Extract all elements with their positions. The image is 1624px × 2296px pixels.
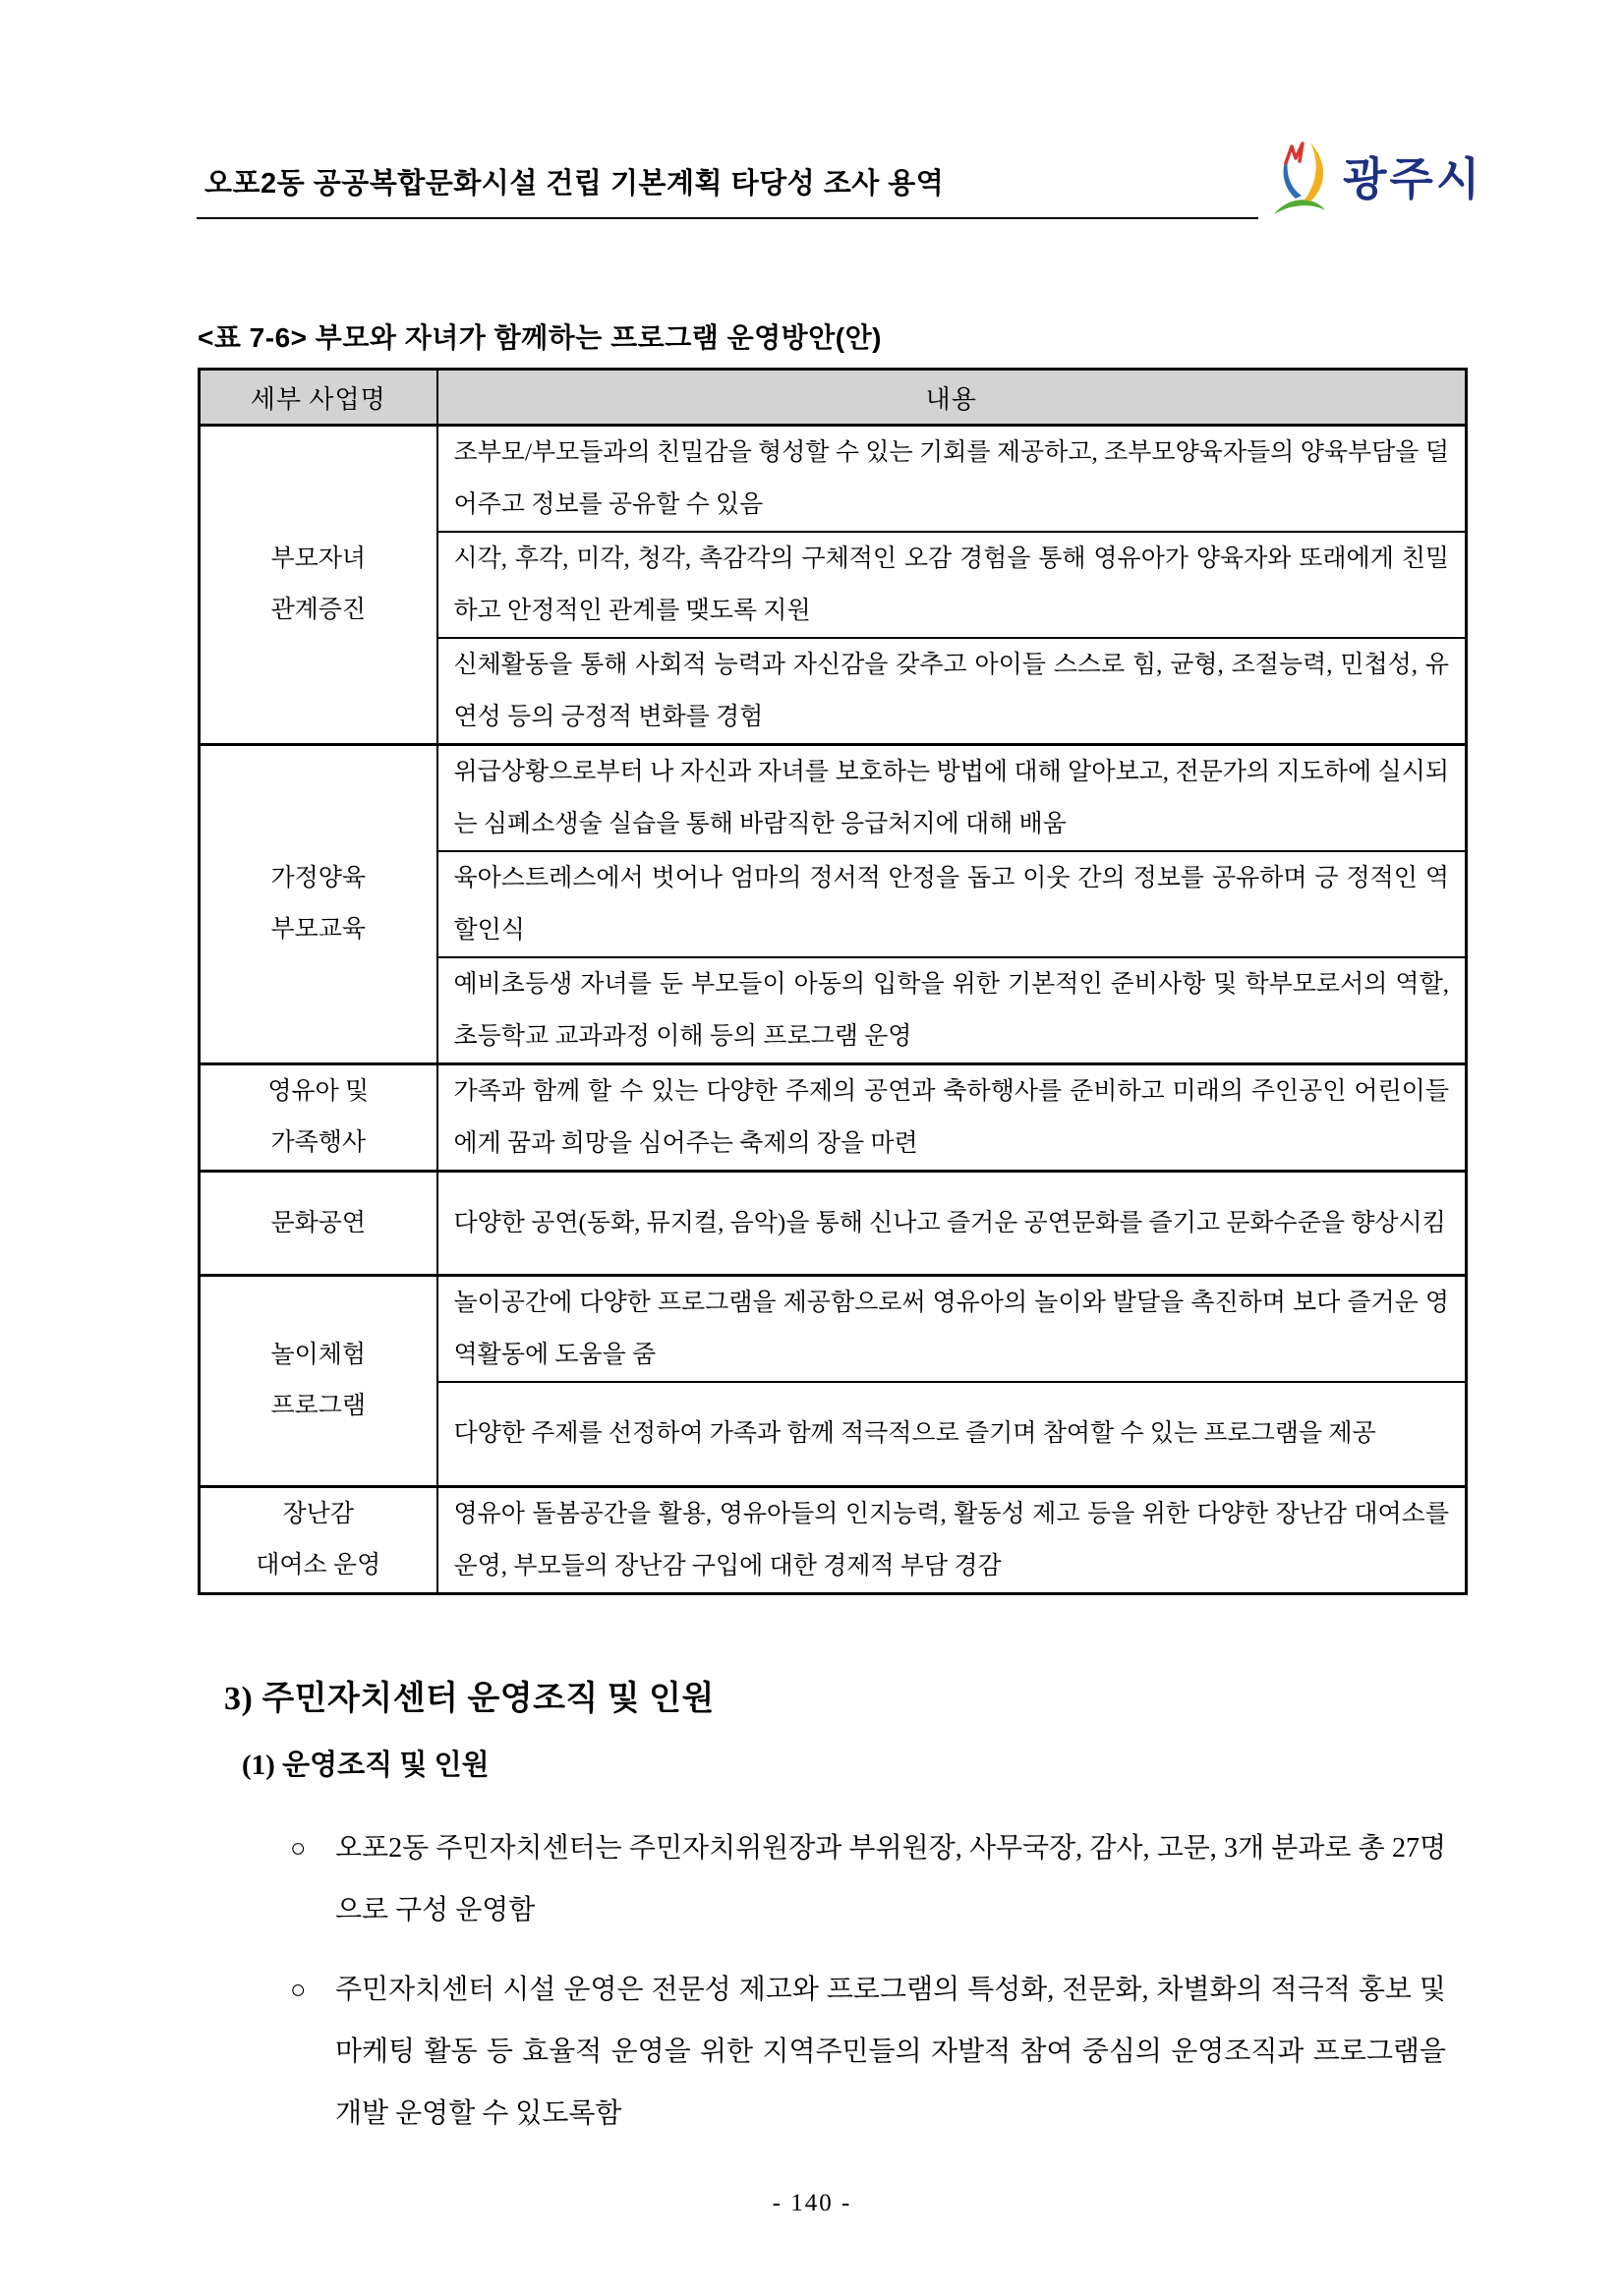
bullet-marker-icon: ○ [290,1974,307,2004]
table-row [200,1276,1467,1383]
group-label: 부모자녀 관계증진 [200,426,437,745]
program-operation-table [198,368,1468,1595]
bullet-text: 오포2동 주민자치센터는 주민자치위원장과 부위원장, 사무국장, 감사, 고문, 3개 분과로 총 27명으로 구성 운영함 [335,1832,1446,1925]
table-row [200,1064,1467,1172]
content-cell: 위급상황으로부터 나 자신과 자녀를 보호하는 방법에 대해 알아보고, 전문가의 지도하에 실시되는 심폐소생술 실습을 통해 바람직한 응급처지에 대해 배움 [437,745,1467,852]
group-label: 가정양육 부모교육 [200,745,437,1064]
bullet-item [290,1817,1446,1941]
table-row [200,1172,1467,1276]
content-cell: 가족과 함께 할 수 있는 다양한 주제의 공연과 축하행사를 준비하고 미래의 주인공인 어린이들에게 꿈과 희망을 심어주는 축제의 장을 마련 [437,1064,1467,1172]
content-cell: 시각, 후각, 미각, 청각, 촉감각의 구체적인 오감 경험을 통해 영유아가 양육자와 또래에게 친밀하고 안정적인 관계를 맺도록 지원 [437,532,1467,638]
table-caption: <표 7-6> 부모와 자녀가 함께하는 프로그램 운영방안(안) [198,322,882,353]
bullet-item [290,1959,1446,2145]
group-label: 장난감 대여소 운영 [200,1486,437,1593]
report-header-title: 오포2동 공공복합문화시설 건립 기본계획 타당성 조사 용역 [204,168,945,200]
table-row [200,1486,1467,1593]
group-label: 문화공연 [200,1172,437,1276]
content-cell: 신체활동을 통해 사회적 능력과 자신감을 갖추고 아이들 스스로 힘, 균형, 조절능력, 민첩성, 유연성 등의 긍정적 변화를 경험 [437,638,1467,745]
page-number: - 140 - [772,2190,852,2216]
column-header-contents: 내용 [437,370,1467,426]
table-header-row [200,370,1467,426]
content-cell: 놀이공간에 다양한 프로그램을 제공함으로써 영유아의 놀이와 발달을 촉진하며 보다 즐거운 영역활동에 도움을 줌 [437,1276,1467,1383]
content-cell: 영유아 돌봄공간을 활용, 영유아들의 인지능력, 활동성 제고 등을 위한 다양한 장난감 대여소를 운영, 부모들의 장난감 구입에 대한 경제적 부담 경감 [437,1486,1467,1593]
column-header-detail-project: 세부 사업명 [200,370,437,426]
page-content [198,0,1476,2145]
group-label: 놀이체험 프로그램 [200,1276,437,1487]
subsection-heading: (1) 운영조직 및 인원 [242,1749,490,1781]
bullet-marker-icon: ○ [290,1832,307,1863]
section-heading: 3) 주민자치센터 운영조직 및 인원 [224,1680,715,1717]
content-cell: 다양한 주제를 선정하여 가족과 함께 적극적으로 즐기며 참여할 수 있는 프로그램을 제공 [437,1382,1467,1486]
content-cell: 육아스트레스에서 벗어나 엄마의 정서적 안정을 돕고 이웃 간의 정보를 공유하며 긍 정적인 역할인식 [437,851,1467,957]
group-label: 영유아 및 가족행사 [200,1064,437,1172]
content-cell: 예비초등생 자녀를 둔 부모들이 아동의 입학을 위한 기본적인 준비사항 및 학부모로서의 역할, 초등학교 교과과정 이해 등의 프로그램 운영 [437,957,1467,1064]
city-logo-text: 광주시 [1343,153,1483,204]
table-row [200,426,1467,533]
content-cell: 다양한 공연(동화, 뮤지컬, 음악)을 통해 신나고 즐거운 공연문화를 즐기고 문화수준을 향상시킴 [437,1172,1467,1276]
table-row [200,745,1467,852]
bullet-text: 주민자치센터 시설 운영은 전문성 제고와 프로그램의 특성화, 전문화, 차별화의 적극적 홍보 및 마케팅 활동 등 효율적 운영을 위한 지역주민들의 자발적 참여 중심의 운영조직과 프로그램을 개발 운영할 수 있도록함 [335,1974,1446,2129]
content-cell: 조부모/부모들과의 친밀감을 형성할 수 있는 기회를 제공하고, 조부모양육자들의 양육부담을 덜어주고 정보를 공유할 수 있음 [437,426,1467,533]
